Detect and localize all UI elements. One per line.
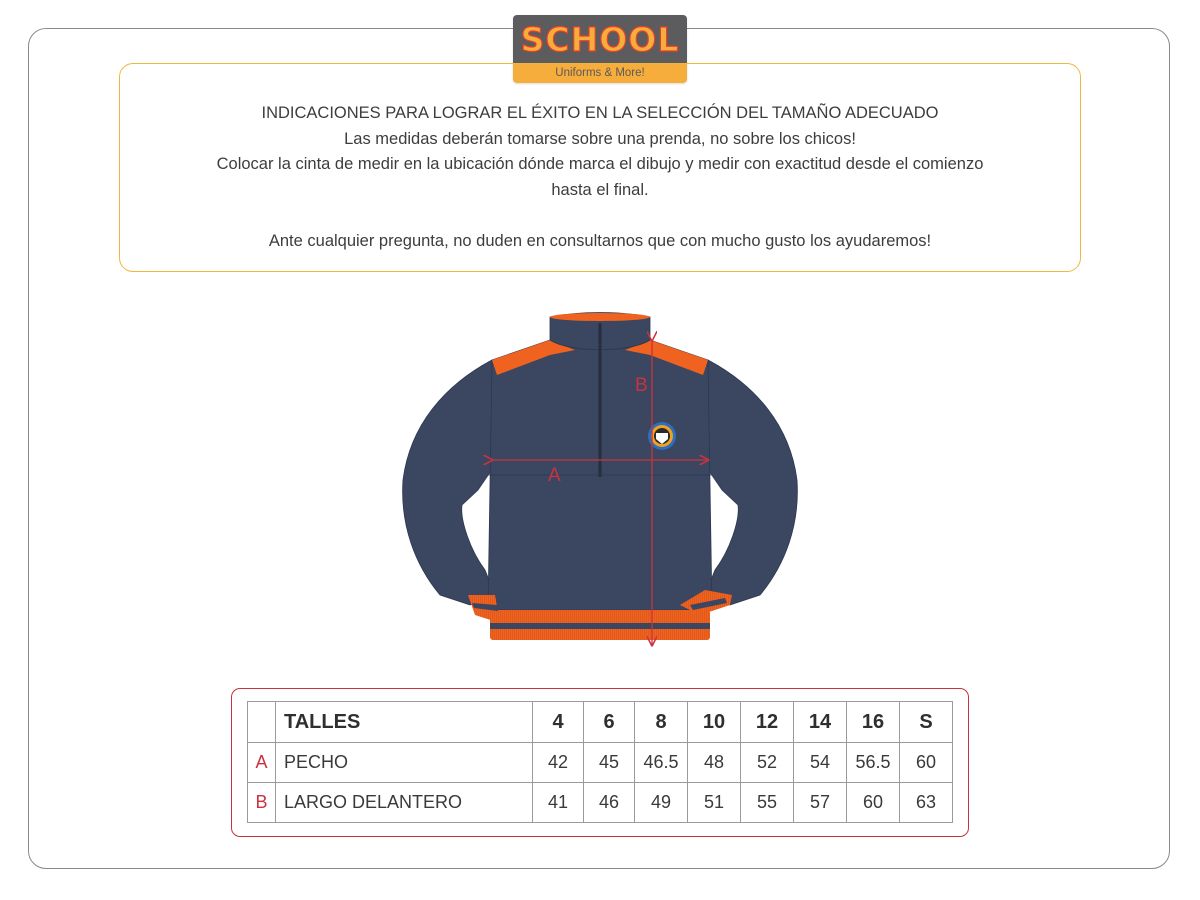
instructions-line-2: Colocar la cinta de medir en la ubicación dónde marca el dibujo y medir con exactitud desde el comienzo — [216, 155, 984, 173]
size-col: 10 — [688, 702, 741, 743]
left-sleeve — [403, 360, 495, 605]
brand-name: SCHOOL — [520, 19, 680, 59]
cell: 56.5 — [847, 743, 900, 783]
cell: 54 — [794, 743, 847, 783]
table-row — [248, 743, 953, 783]
instructions-line-4: Ante cualquier pregunta, no duden en consultarnos que con mucho gusto los ayudaremos! — [268, 232, 932, 250]
cell: 45 — [584, 743, 635, 783]
cell: 49 — [635, 783, 688, 823]
instructions-line-1: Las medidas deberán tomarse sobre una prenda, no sobre los chicos! — [344, 129, 856, 148]
cell: 48 — [688, 743, 741, 783]
instructions-box — [119, 63, 1081, 272]
size-col: 4 — [533, 702, 584, 743]
row-letter: B — [248, 783, 276, 823]
brand-tagline: Uniforms & More! — [513, 63, 687, 83]
header-label: TALLES — [276, 702, 533, 743]
row-letter: A — [248, 743, 276, 783]
cell: 52 — [741, 743, 794, 783]
cell: 51 — [688, 783, 741, 823]
size-col: S — [900, 702, 953, 743]
cell: 57 — [794, 783, 847, 823]
row-label: PECHO — [276, 743, 533, 783]
cell: 41 — [533, 783, 584, 823]
cell: 46 — [584, 783, 635, 823]
row-label: LARGO DELANTERO — [276, 783, 533, 823]
cell: 46.5 — [635, 743, 688, 783]
measure-label-a: A — [548, 465, 561, 486]
cell: 42 — [533, 743, 584, 783]
cell: 55 — [741, 783, 794, 823]
size-col: 12 — [741, 702, 794, 743]
cell: 63 — [900, 783, 953, 823]
size-col: 6 — [584, 702, 635, 743]
table-row — [248, 783, 953, 823]
logo-banner — [513, 15, 687, 63]
measure-label-b: B — [635, 375, 648, 396]
left-cuff — [468, 595, 500, 623]
size-col: 16 — [847, 702, 900, 743]
size-col: 8 — [635, 702, 688, 743]
collar-lining — [550, 313, 650, 321]
instructions-title: INDICACIONES PARA LOGRAR EL ÉXITO EN LA SELECCIÓN DEL TAMAÑO ADECUADO — [261, 104, 939, 122]
size-table — [247, 701, 953, 823]
cell: 60 — [900, 743, 953, 783]
right-sleeve — [705, 360, 797, 605]
cell: 60 — [847, 783, 900, 823]
instructions-line-3: hasta el final. — [551, 180, 649, 199]
size-col: 14 — [794, 702, 847, 743]
jacket-illustration — [400, 305, 800, 655]
size-table-header — [248, 702, 953, 743]
